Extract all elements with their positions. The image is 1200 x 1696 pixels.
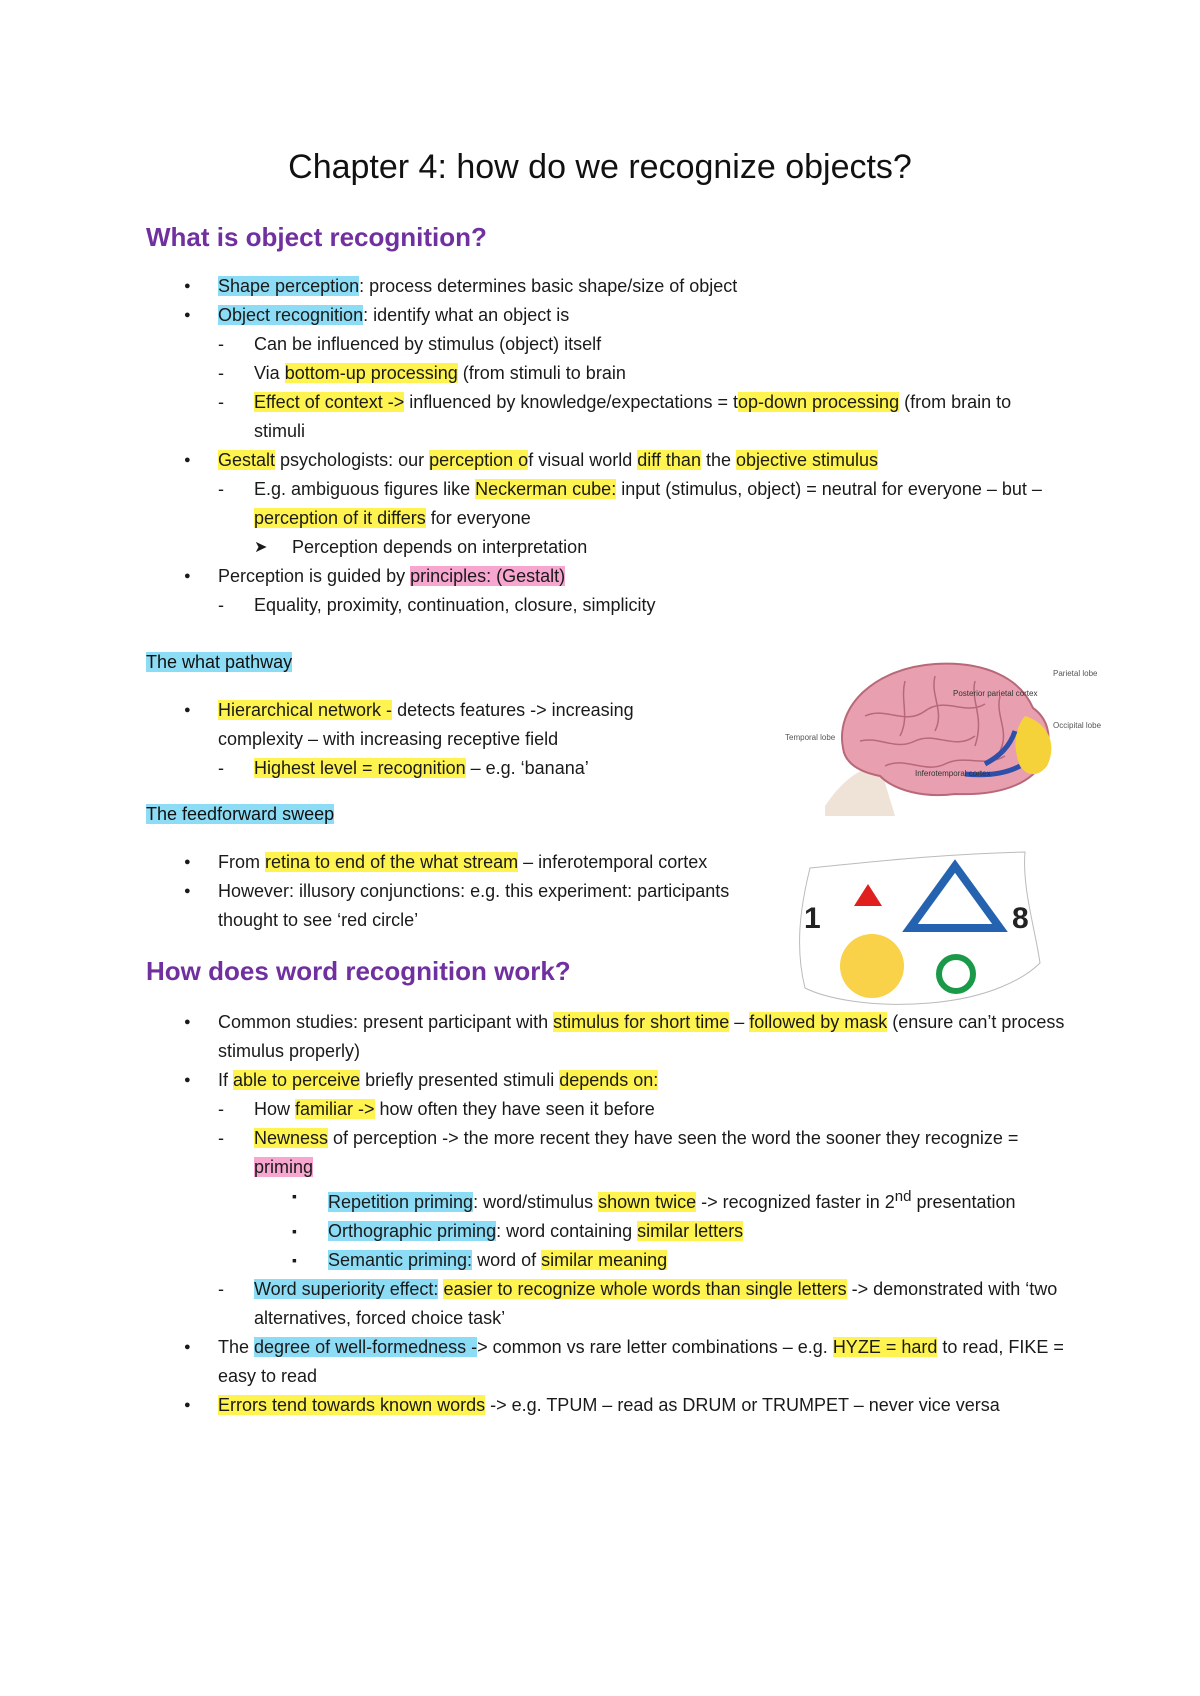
list-item: - Equality, proximity, continuation, closure, simplicity bbox=[146, 591, 1066, 620]
section-heading-object-recognition: What is object recognition? bbox=[146, 222, 487, 252]
list-item: - Highest level = recognition – e.g. ‘banana’ bbox=[146, 754, 716, 783]
illusory-conjunction-figure bbox=[790, 848, 1045, 1008]
list-item: ● Common studies: present participant with stimulus for short time – followed by mask (ensure can’t process stimulus properly) bbox=[146, 1008, 1066, 1066]
number-left: 1 bbox=[804, 902, 821, 935]
label-occipital: Occipital lobe bbox=[1053, 721, 1102, 730]
list-item: - Can be influenced by stimulus (object) itself bbox=[146, 330, 1066, 359]
list-item: ● Shape perception: process determines basic shape/size of object bbox=[146, 272, 1066, 301]
list-item: ● However: illusory conjunctions: e.g. this experiment: participants thought to see ‘red circle’ bbox=[146, 877, 746, 935]
list-item: ● The degree of well-formedness -> common vs rare letter combinations – e.g. HYZE = hard to read, FIKE = easy to read bbox=[146, 1333, 1066, 1391]
what-pathway-list bbox=[146, 696, 716, 783]
label-posterior-parietal: Posterior parietal cortex bbox=[953, 689, 1038, 698]
list-item: - Effect of context -> influenced by knowledge/expectations = top-down processing (from brain to stimuli bbox=[146, 388, 1066, 446]
label-temporal: Temporal lobe bbox=[785, 733, 836, 742]
page-title: Chapter 4: how do we recognize objects? bbox=[288, 148, 912, 186]
list-item: ● Errors tend towards known words -> e.g. TPUM – read as DRUM or TRUMPET – never vice versa bbox=[146, 1391, 1066, 1420]
list-item: ▪ Semantic priming: word of similar meaning bbox=[146, 1246, 1066, 1275]
list-item: ● Gestalt psychologists: our perception of visual world diff than the objective stimulus bbox=[146, 446, 1066, 475]
section-heading-word-recognition: How does word recognition work? bbox=[146, 956, 571, 986]
feedforward-heading: The feedforward sweep bbox=[146, 804, 335, 824]
list-item: ▪ Repetition priming: word/stimulus shown twice -> recognized faster in 2nd presentation bbox=[146, 1182, 1066, 1217]
list-item: - E.g. ambiguous figures like Neckerman cube: input (stimulus, object) = neutral for everyone – but – perception of it differs for everyone bbox=[146, 475, 1066, 533]
list-item: ● Hierarchical network - detects features -> increasing complexity – with increasing receptive field bbox=[146, 696, 716, 754]
list-item: ● If able to perceive briefly presented stimuli depends on: bbox=[146, 1066, 1066, 1095]
list-item: ● Perception is guided by principles: (Gestalt) bbox=[146, 562, 1066, 591]
list-item: ● Object recognition: identify what an object is bbox=[146, 301, 1066, 330]
label-parietal: Parietal lobe bbox=[1053, 669, 1098, 678]
label-inferotemporal: Inferotemporal cortex bbox=[915, 769, 991, 778]
list-item: ● From retina to end of the what stream – inferotemporal cortex bbox=[146, 848, 746, 877]
feedforward-list bbox=[146, 848, 746, 935]
brain-figure bbox=[785, 656, 1102, 816]
word-recognition-list bbox=[146, 1008, 1066, 1420]
what-pathway-heading: The what pathway bbox=[146, 652, 293, 672]
object-recognition-list bbox=[146, 272, 1066, 620]
list-item: - How familiar -> how often they have seen it before bbox=[146, 1095, 1066, 1124]
list-item: ➤ Perception depends on interpretation bbox=[146, 533, 1066, 562]
list-item: - Word superiority effect: easier to recognize whole words than single letters -> demonstrated with ‘two alternatives, forced choice task’ bbox=[146, 1275, 1066, 1333]
yellow-circle bbox=[840, 934, 904, 998]
list-item: ▪ Orthographic priming: word containing similar letters bbox=[146, 1217, 1066, 1246]
number-right: 8 bbox=[1012, 902, 1029, 935]
list-item: - Via bottom-up processing (from stimuli to brain bbox=[146, 359, 1066, 388]
list-item: - Newness of perception -> the more recent they have seen the word the sooner they recognize = priming bbox=[146, 1124, 1066, 1182]
